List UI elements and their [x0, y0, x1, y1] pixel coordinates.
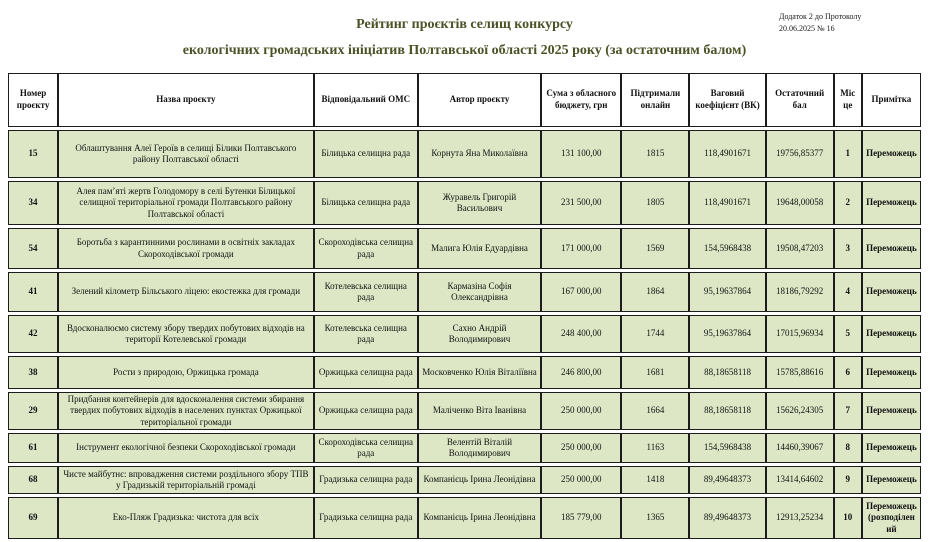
- cell-num: 42: [8, 315, 58, 353]
- column-header-oms: Відповідальний ОМС: [314, 73, 418, 127]
- page-title-line1: Рейтинг проєктів селищ конкурсу: [356, 17, 573, 32]
- cell-oms: Оржицька селищна рада: [314, 356, 418, 389]
- table-row: [8, 228, 921, 269]
- table-row: [8, 433, 921, 463]
- annex-note: [779, 11, 861, 34]
- cell-place: 10: [834, 497, 862, 539]
- cell-sum: 171 000,00: [541, 228, 621, 269]
- cell-author: Компанієць Ірина Леонідівна: [418, 497, 541, 539]
- cell-note: Переможець: [862, 130, 921, 178]
- table-row: [8, 130, 921, 178]
- cell-name: Облаштування Алеї Героїв в селищі Білики Полтавського району Полтавської області: [58, 130, 314, 178]
- annex-line2: 20.06.2025 № 16: [779, 23, 835, 33]
- cell-num: 61: [8, 433, 58, 463]
- cell-vk: 118,4901671: [689, 130, 765, 178]
- table-row: [8, 272, 921, 312]
- cell-num: 15: [8, 130, 58, 178]
- cell-online: 1815: [621, 130, 689, 178]
- cell-score: 18186,79292: [766, 272, 834, 312]
- column-header-author: Автор проєкту: [418, 73, 541, 127]
- column-header-note: Примітка: [862, 73, 921, 127]
- table-body: [8, 130, 921, 539]
- column-header-place: Місце: [834, 73, 862, 127]
- column-header-score: Остаточний бал: [766, 73, 834, 127]
- cell-online: 1418: [621, 466, 689, 494]
- cell-note: Переможець: [862, 433, 921, 463]
- cell-vk: 88,18658118: [689, 356, 765, 389]
- table-row: [8, 392, 921, 430]
- cell-online: 1744: [621, 315, 689, 353]
- cell-author: Сахно Андрій Володимирович: [418, 315, 541, 353]
- table-row: [8, 356, 921, 389]
- cell-note: Переможець: [862, 315, 921, 353]
- cell-score: 19508,47203: [766, 228, 834, 269]
- table-header: [8, 73, 921, 127]
- cell-online: 1664: [621, 392, 689, 430]
- cell-num: 34: [8, 181, 58, 225]
- cell-online: 1365: [621, 497, 689, 539]
- cell-place: 4: [834, 272, 862, 312]
- cell-name: Інструмент екологічної безпеки Скороходівської громади: [58, 433, 314, 463]
- cell-note: Переможець: [862, 466, 921, 494]
- cell-name: Алея пам’яті жертв Голодомору в селі Бутенки Білицької селищної територіальної громади Полтавського району Полтавської області: [58, 181, 314, 225]
- cell-vk: 95,19637864: [689, 272, 765, 312]
- cell-oms: Білицька селищна рада: [314, 130, 418, 178]
- page-title-line2: екологічних громадських ініціатив Полтавської області 2025 року (за остаточним балом): [182, 43, 747, 58]
- cell-place: 1: [834, 130, 862, 178]
- cell-author: Велентій Віталій Володимирович: [418, 433, 541, 463]
- cell-place: 7: [834, 392, 862, 430]
- column-header-sum: Сума з обласного бюджету, грн: [541, 73, 621, 127]
- cell-place: 3: [834, 228, 862, 269]
- cell-sum: 185 779,00: [541, 497, 621, 539]
- cell-name: Чисте майбутнє: впровадження системи роздільного збору ТПВ у Градизькій територіальній громаді: [58, 466, 314, 494]
- cell-num: 29: [8, 392, 58, 430]
- column-header-online: Підтримали онлайн: [621, 73, 689, 127]
- cell-vk: 95,19637864: [689, 315, 765, 353]
- cell-author: Московченко Юлія Віталіївна: [418, 356, 541, 389]
- cell-oms: Білицька селищна рада: [314, 181, 418, 225]
- cell-author: Кармазіна Софія Олександрівна: [418, 272, 541, 312]
- annex-line1: Додаток 2 до Протоколу: [779, 12, 862, 21]
- cell-online: 1805: [621, 181, 689, 225]
- cell-score: 19648,00058: [766, 181, 834, 225]
- cell-vk: 89,49648373: [689, 497, 765, 539]
- cell-name: Зелений кілометр Більського ліцею: екостежка для громади: [58, 272, 314, 312]
- cell-author: Маліченко Віта Іванівна: [418, 392, 541, 430]
- cell-author: Компанієць Ірина Леонідівна: [418, 466, 541, 494]
- cell-vk: 154,5968438: [689, 228, 765, 269]
- ranking-table: [8, 70, 921, 542]
- cell-note: Переможець: [862, 228, 921, 269]
- cell-oms: Градизька селищна рада: [314, 497, 418, 539]
- cell-author: Корнута Яна Миколаївна: [418, 130, 541, 178]
- cell-score: 12913,25234: [766, 497, 834, 539]
- cell-sum: 231 500,00: [541, 181, 621, 225]
- cell-online: 1864: [621, 272, 689, 312]
- cell-num: 38: [8, 356, 58, 389]
- cell-name: Вдосконалюємо систему збору твердих побутових відходів на території Котелевської громади: [58, 315, 314, 353]
- cell-oms: Скороходівська селищна рада: [314, 228, 418, 269]
- cell-place: 5: [834, 315, 862, 353]
- cell-num: 41: [8, 272, 58, 312]
- cell-score: 15785,88616: [766, 356, 834, 389]
- cell-name: Придбання контейнерів для вдосконалення системи збирання твердих побутових відходів в населених пунктах Оржицької територіальної громади: [58, 392, 314, 430]
- cell-place: 8: [834, 433, 862, 463]
- cell-score: 19756,85377: [766, 130, 834, 178]
- cell-place: 9: [834, 466, 862, 494]
- cell-online: 1681: [621, 356, 689, 389]
- cell-sum: 246 800,00: [541, 356, 621, 389]
- cell-num: 68: [8, 466, 58, 494]
- cell-sum: 131 100,00: [541, 130, 621, 178]
- table-row: [8, 466, 921, 494]
- cell-vk: 154,5968438: [689, 433, 765, 463]
- cell-note: Переможець: [862, 272, 921, 312]
- cell-vk: 88,18658118: [689, 392, 765, 430]
- column-header-name: Назва проєкту: [58, 73, 314, 127]
- cell-note: Переможець: [862, 392, 921, 430]
- cell-num: 54: [8, 228, 58, 269]
- cell-note: Переможець: [862, 356, 921, 389]
- cell-vk: 118,4901671: [689, 181, 765, 225]
- cell-oms: Градизька селищна рада: [314, 466, 418, 494]
- cell-score: 15626,24305: [766, 392, 834, 430]
- table-row: [8, 315, 921, 353]
- cell-score: 14460,39067: [766, 433, 834, 463]
- header-row: [8, 73, 921, 127]
- cell-place: 2: [834, 181, 862, 225]
- cell-oms: Котелевська селищна рада: [314, 315, 418, 353]
- cell-note: Переможець: [862, 181, 921, 225]
- cell-online: 1569: [621, 228, 689, 269]
- cell-sum: 248 400,00: [541, 315, 621, 353]
- cell-num: 69: [8, 497, 58, 539]
- cell-sum: 250 000,00: [541, 466, 621, 494]
- column-header-vk: Ваговий коефіцієнт (ВК): [689, 73, 765, 127]
- cell-sum: 250 000,00: [541, 392, 621, 430]
- cell-sum: 250 000,00: [541, 433, 621, 463]
- cell-name: Рости з природою, Оржицька громада: [58, 356, 314, 389]
- cell-author: Малига Юлія Едуардівна: [418, 228, 541, 269]
- cell-oms: Котелевська селищна рада: [314, 272, 418, 312]
- cell-score: 13414,64602: [766, 466, 834, 494]
- cell-online: 1163: [621, 433, 689, 463]
- cell-sum: 167 000,00: [541, 272, 621, 312]
- cell-author: Журавель Григорій Васильович: [418, 181, 541, 225]
- table-row: [8, 181, 921, 225]
- table-row: [8, 497, 921, 539]
- cell-oms: Оржицька селищна рада: [314, 392, 418, 430]
- cell-place: 6: [834, 356, 862, 389]
- cell-note: Переможець (розподілений: [862, 497, 921, 539]
- cell-vk: 89,49648373: [689, 466, 765, 494]
- cell-name: Еко-Пляж Градизька: чистота для всіх: [58, 497, 314, 539]
- cell-oms: Скороходівська селищна рада: [314, 433, 418, 463]
- column-header-num: Номер проєкту: [8, 73, 58, 127]
- cell-name: Боротьба з карантинними рослинами в освітніх закладах Скороходівської громади: [58, 228, 314, 269]
- cell-score: 17015,96934: [766, 315, 834, 353]
